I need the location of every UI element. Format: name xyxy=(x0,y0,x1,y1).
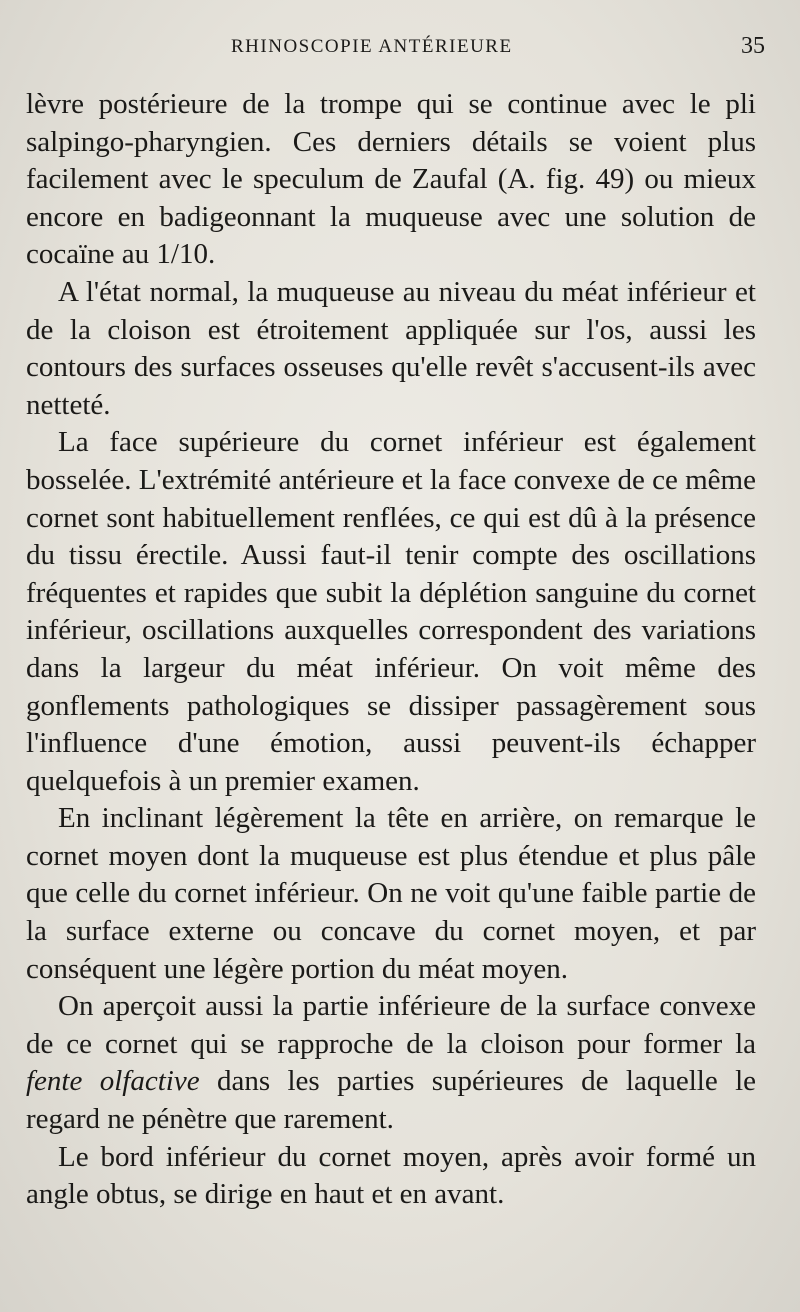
paragraph-6: Le bord inférieur du cornet moyen, après avoir formé un angle obtus, se dirige en haut et en avant. xyxy=(26,1140,756,1211)
body-text xyxy=(26,86,756,1214)
paragraph-5-before: On aperçoit aussi la partie inférieure de la surface convexe de ce cornet qui se rapproche de la cloison pour former la xyxy=(26,990,756,1060)
fente-olfactive-term: fente olfactive xyxy=(26,1065,200,1098)
paragraph-4: En inclinant légèrement la tête en arrière, on remarque le cornet moyen dont la muqueuse est plus étendue et plus pâle que celle du cornet inférieur. On ne voit qu'une faible partie de la surface externe ou concave du cornet moyen, et par conséquent une légère portion du méat moyen. xyxy=(26,802,756,985)
paragraph-5-after: dans les parties supérieures de laquelle le regard ne pénètre que rarement. xyxy=(26,1065,756,1136)
paragraph-5 xyxy=(26,988,756,1138)
paragraph-2: A l'état normal, la muqueuse au niveau du méat inférieur et de la cloison est étroitement appliquée sur l'os, aussi les contours des surfaces osseuses qu'elle revêt s'accusent-ils avec netteté. xyxy=(26,275,756,421)
paragraph-3: La face supérieure du cornet inférieur est également bosselée. L'extrémité antérieure et la face convexe de ce même cornet sont habituellement renflées, ce qui est dû à la présence du tissu érectile. Aussi faut-il tenir compte des oscillations fréquentes et rapides que subit la déplétion sanguine du cornet inférieur, oscillations auxquelles correspondent des variations dans la largeur du méat inférieur. On voit même des gonflements pathologiques se dissiper passagèrement sous l'influence d'une émotion, aussi peuvent-ils échapper quelquefois à un premier examen. xyxy=(26,426,756,797)
page-header xyxy=(26,30,765,70)
running-title: RHINOSCOPIE ANTÉRIEURE xyxy=(231,36,513,57)
paragraph-1: lèvre postérieure de la trompe qui se continue avec le pli salpingo-pharyngien. Ces derniers détails se voient plus facilement avec le speculum de Zaufal (A. fig. 49) ou mieux encore en badigeonnant la muqueuse avec une solution de cocaïne au 1/10. xyxy=(26,88,756,271)
page-number: 35 xyxy=(741,33,765,59)
